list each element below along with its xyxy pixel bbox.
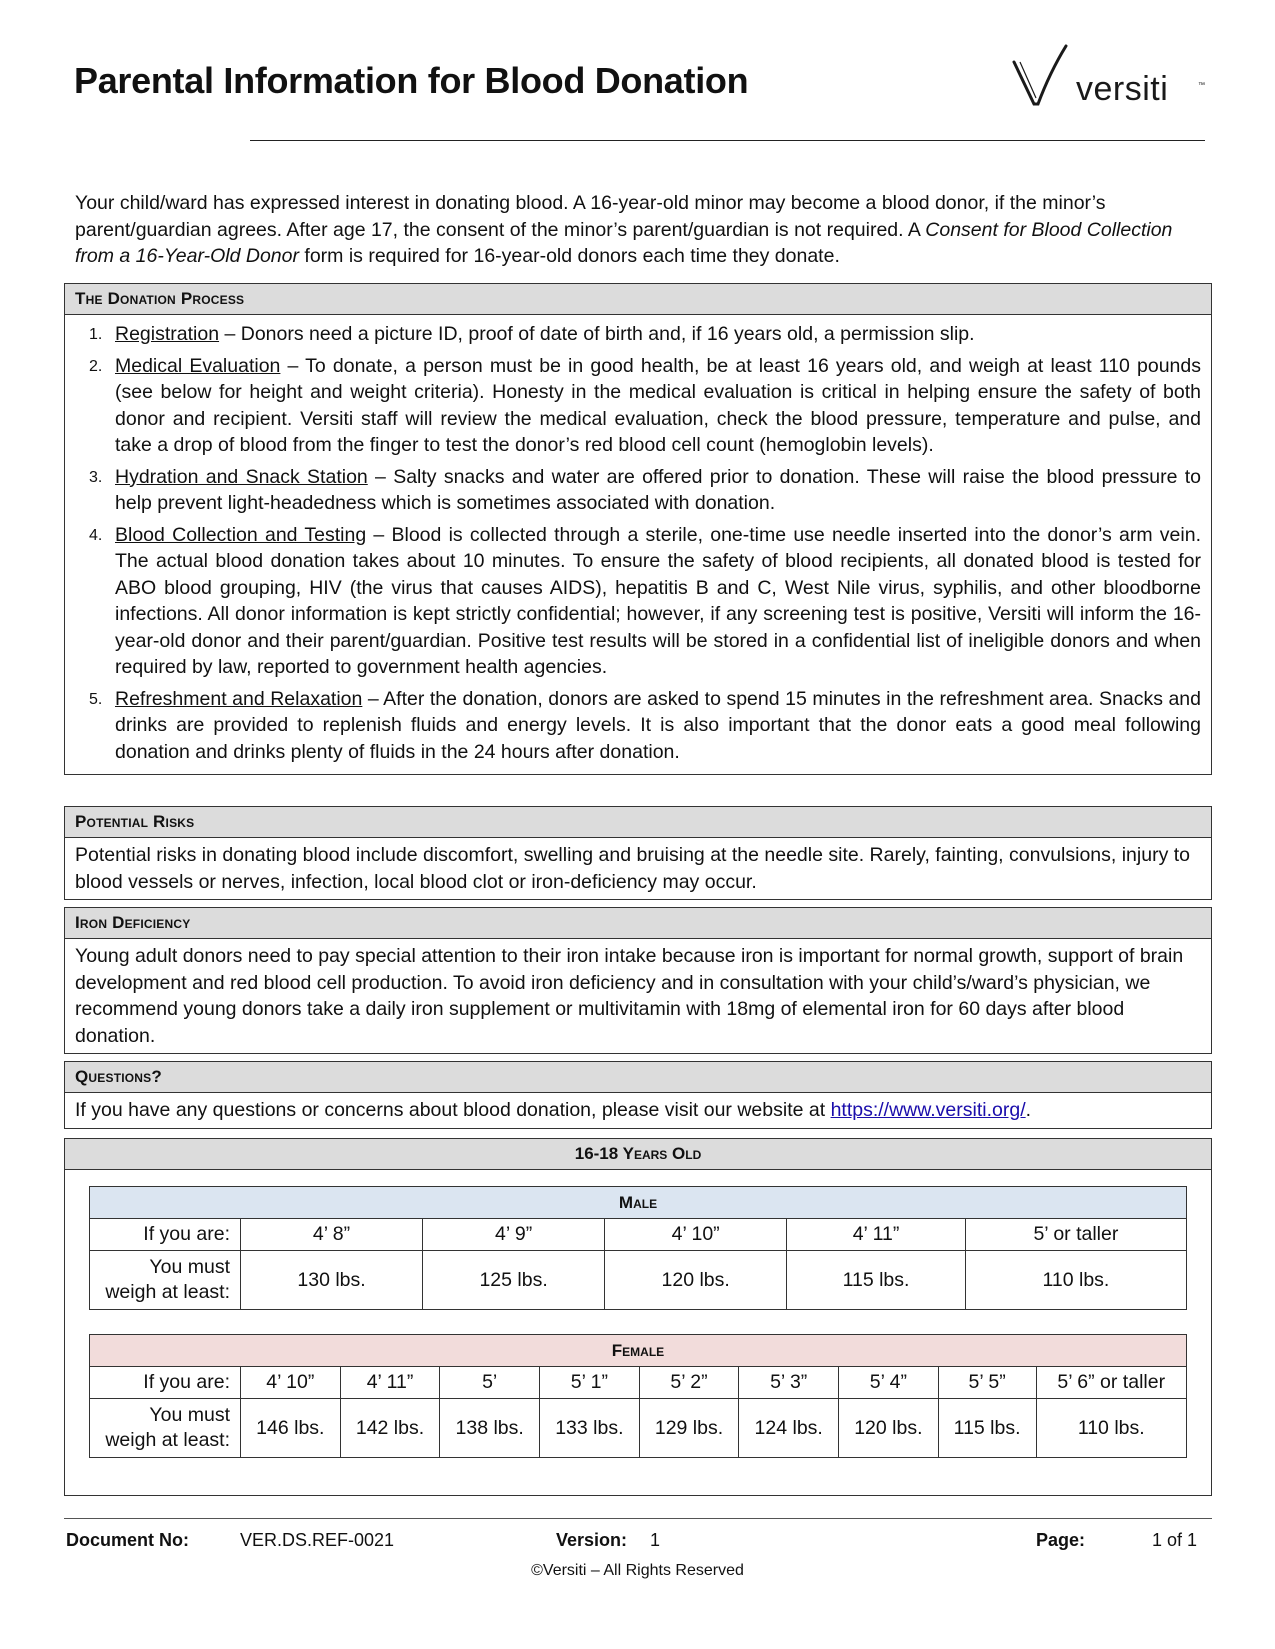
male-heading: Male <box>90 1187 1187 1219</box>
step-title: Hydration and Snack Station <box>115 465 368 488</box>
height-cell: 5’ 1” <box>540 1367 640 1399</box>
page-label: Page: <box>1036 1530 1086 1550</box>
step-text: – After the donation, donors are asked to spend 15 minutes in the refreshment area. Snacks and drinks are provided to replenish fluids and energy levels. It is also important that the donor eats a good meal following donation and drinks plenty of fluids in the 24 hours after donation. <box>115 687 1202 763</box>
height-cell: 5’ 5” <box>938 1367 1036 1399</box>
logo-trademark: ™ <box>1198 82 1205 89</box>
title-divider <box>250 140 1205 141</box>
height-cell: 5’ 4” <box>839 1367 939 1399</box>
height-cell: 5’ 3” <box>739 1367 839 1399</box>
weight-row-label: You must weigh at least: <box>90 1399 241 1458</box>
step-text: – Donors need a picture ID, proof of date of birth and, if 16 years old, a permission slip. <box>219 323 975 345</box>
height-cell: 5’ or taller <box>965 1219 1186 1251</box>
height-row-label: If you are: <box>90 1367 241 1399</box>
female-heading: Female <box>90 1335 1187 1367</box>
height-cell: 4’ 11” <box>787 1219 966 1251</box>
section-heading: The Donation Process <box>65 284 1211 315</box>
height-row-label: If you are: <box>90 1219 241 1251</box>
weight-cell: 129 lbs. <box>639 1399 739 1458</box>
weight-cell: 110 lbs. <box>1036 1399 1187 1458</box>
step-text: – To donate, a person must be in good health, be at least 16 years old, and weigh at least 110 pounds (see below for height and weight criteria). Honesty in the medical evaluation is critical in helping ensure the safety of both donor and recipient. Versiti staff will review the medical evaluation, check the blood pressure, temperature and pulse, and take a drop of blood from the finger to test the donor’s red blood cell count (hemoglobin levels). <box>115 354 1201 456</box>
section-text: Potential risks in donating blood include discomfort, swelling and bruising at the needle site. Rarely, fainting, convulsions, injury to blood vessels or nerves, infection, local blood clot or iron-deficiency may occur. <box>75 844 1191 893</box>
step-text: – Blood is collected through a sterile, one-time use needle inserted into the donor’s arm vein. The actual blood donation takes about 10 minutes. To ensure the safety of blood recipients, all donated blood is tested for ABO blood grouping, HIV (the virus that causes AIDS), hepatitis B and C, West Nile virus, syphilis, and other bloodborne infections. All donor information is kept strictly confidential; however, if any screening test is positive, Versiti will inform the 16-year-old donor and their parent/guardian. Positive test results will be stored in a confidential list of ineligible donors and when required by law, reported to government health agencies. <box>115 523 1201 678</box>
weight-row-label: You must weigh at least: <box>90 1251 241 1310</box>
doc-no-label: Document No: <box>66 1530 189 1550</box>
intro-paragraph <box>75 190 1210 270</box>
height-weight-section <box>64 1138 1212 1496</box>
section-heading: 16-18 Years Old <box>65 1139 1211 1170</box>
section-text <box>65 1093 1211 1128</box>
weight-cell: 120 lbs. <box>839 1399 939 1458</box>
step-number: 4. <box>89 526 103 544</box>
step-number: 1. <box>89 326 103 343</box>
height-cell: 5’ <box>440 1367 540 1399</box>
weight-cell: 146 lbs. <box>241 1399 341 1458</box>
height-cell: 5’ 2” <box>639 1367 739 1399</box>
section-heading: Questions? <box>65 1062 1211 1093</box>
weight-cell: 138 lbs. <box>440 1399 540 1458</box>
donation-step <box>75 522 1201 681</box>
donation-step <box>75 321 1201 348</box>
step-text: – Salty snacks and water are offered prior to donation. These will raise the blood pressure to help prevent light-headedness which is sometimes associated with donation. <box>115 465 1201 514</box>
weight-cell: 115 lbs. <box>938 1399 1036 1458</box>
donation-steps-list <box>75 321 1201 765</box>
copyright: ©Versiti – All Rights Reserved <box>531 1562 744 1579</box>
version-label: Version: <box>556 1530 628 1550</box>
weight-cell: 115 lbs. <box>787 1251 966 1310</box>
page-value: 1 of 1 <box>1152 1530 1198 1550</box>
step-title: Blood Collection and Testing <box>115 523 367 546</box>
intro-text-end: form is required for 16-year-old donors each time they donate. <box>299 245 840 267</box>
doc-no-value: VER.DS.REF-0021 <box>240 1530 395 1550</box>
donation-step <box>75 686 1201 766</box>
questions-section <box>64 1061 1212 1129</box>
step-number: 5. <box>89 690 103 708</box>
step-title: Refreshment and Relaxation <box>115 687 363 710</box>
versiti-logo <box>1010 42 1210 122</box>
logo-wordmark: versiti <box>1076 70 1169 108</box>
weight-cell: 142 lbs. <box>340 1399 440 1458</box>
weight-cell: 110 lbs. <box>965 1251 1186 1310</box>
donation-step <box>75 464 1201 517</box>
female-weight-table <box>89 1334 1187 1458</box>
consent-form-name: Consent for Blood Collection from a 16-Year-Old Donor <box>75 218 1173 267</box>
step-title: Medical Evaluation <box>115 354 281 377</box>
potential-risks-section <box>64 806 1212 900</box>
section-heading: Iron Deficiency <box>65 908 1211 939</box>
weight-cell: 120 lbs. <box>605 1251 787 1310</box>
iron-deficiency-section <box>64 907 1212 1054</box>
questions-text: If you have any questions or concerns about blood donation, please visit our website at <box>75 1099 831 1121</box>
weight-cell: 130 lbs. <box>241 1251 423 1310</box>
height-cell: 4’ 10” <box>605 1219 787 1251</box>
step-number: 2. <box>89 357 103 375</box>
version-value: 1 <box>650 1530 661 1550</box>
questions-text-end: . <box>1025 1099 1032 1121</box>
height-cell: 4’ 10” <box>241 1367 341 1399</box>
section-heading: Potential Risks <box>65 807 1211 838</box>
donation-step <box>75 353 1201 459</box>
weight-cell: 125 lbs. <box>423 1251 605 1310</box>
section-text: Young adult donors need to pay special attention to their iron intake because iron is important for normal growth, support of brain development and red blood cell production. To avoid iron deficiency and in consultation with your child’s/ward’s physician, we recommend young donors take a daily iron supplement or multivitamin with 18mg of elemental iron for 60 days after blood donation. <box>75 945 1184 1047</box>
height-cell: 4’ 9” <box>423 1219 605 1251</box>
step-title: Registration <box>115 323 220 345</box>
weight-cell: 133 lbs. <box>540 1399 640 1458</box>
male-weight-table <box>89 1186 1187 1310</box>
versiti-website-link[interactable]: https://www.versiti.org/ <box>830 1099 1026 1121</box>
step-number: 3. <box>89 468 103 486</box>
intro-text: Your child/ward has expressed interest in donating blood. A 16-year-old minor may become a blood donor, if the minor’s parent/guardian agrees. After age 17, the consent of the minor’s parent/guardian is not required. A <box>75 192 1106 241</box>
donation-process-section <box>64 283 1212 775</box>
versiti-v-mark-icon <box>1010 42 1080 112</box>
footer-divider <box>64 1518 1212 1519</box>
page-title: Parental Information for Blood Donation <box>74 60 749 101</box>
height-cell: 4’ 8” <box>241 1219 423 1251</box>
weight-cell: 124 lbs. <box>739 1399 839 1458</box>
height-cell: 4’ 11” <box>340 1367 440 1399</box>
height-cell: 5’ 6” or taller <box>1036 1367 1187 1399</box>
